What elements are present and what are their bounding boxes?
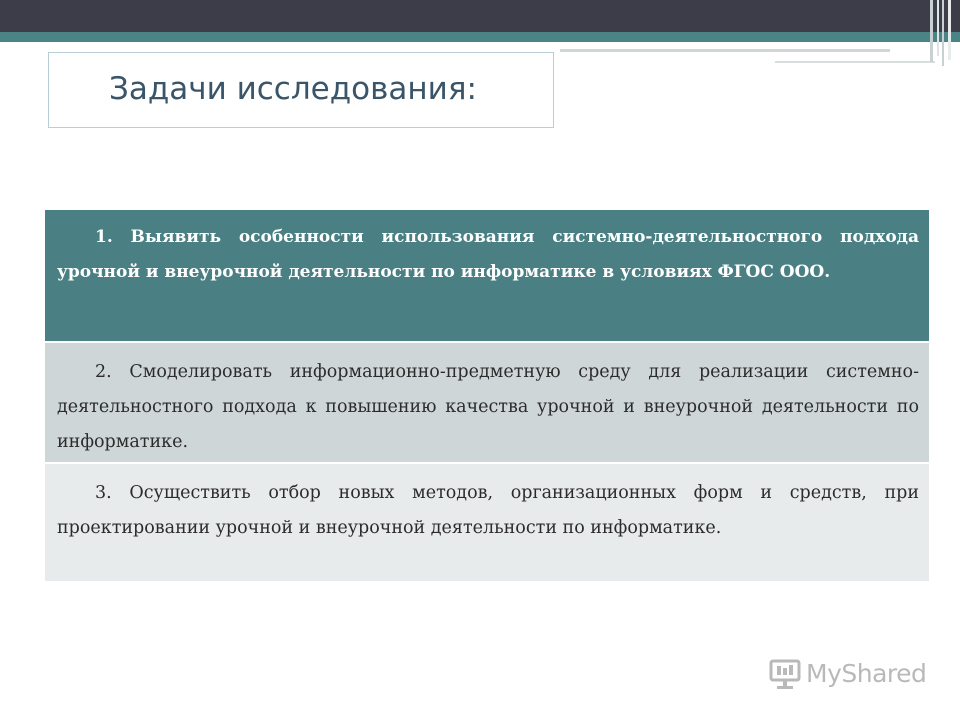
title-box [48, 52, 554, 128]
task-text: 2. Смоделировать информационно-предметную среду для реализации системно-деятельностного подхода к повышению качества урочной и внеурочной деятельности по информатике. [57, 362, 919, 452]
decorative-vertical-line [930, 0, 933, 62]
task-row [45, 210, 929, 341]
task-row [45, 464, 929, 581]
decorative-vertical-line [937, 0, 939, 56]
watermark-logo [768, 655, 926, 691]
decorative-vertical-line [942, 0, 944, 66]
decorative-vertical-line [948, 0, 951, 60]
tasks-table [45, 210, 929, 581]
slide-title: Задачи исследования: [109, 71, 477, 107]
task-text: 1. Выявить особенности использования системно-деятельностного подхода урочной и внеурочной деятельности по информатике в условиях ФГОС ООО. [57, 227, 919, 282]
watermark-text: MyShared [806, 658, 927, 688]
decorative-line [775, 61, 935, 63]
header-bar [0, 0, 960, 32]
task-row [45, 343, 929, 462]
task-text: 3. Осуществить отбор новых методов, организационных форм и средств, при проектировании урочной и внеурочной деятельности по информатике. [57, 483, 919, 538]
decorative-line [560, 49, 890, 52]
header-accent-bar [0, 32, 960, 42]
presentation-screen-icon [768, 656, 802, 690]
